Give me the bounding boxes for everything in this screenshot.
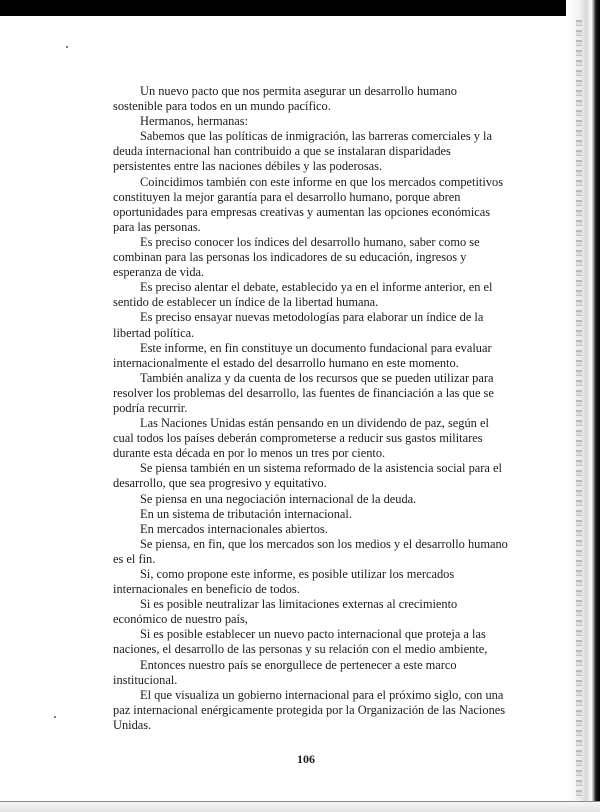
paragraph: Si es posible establecer un nuevo pacto internacional que proteja a las naciones, el desarrollo de las personas y su relación con el medio ambiente, [113, 627, 488, 657]
paragraph: El que visualiza un gobierno internacional para el próximo siglo, con una paz internacional enérgicamente protegida por la Organización de las Naciones Unidas. [113, 687, 506, 732]
scan-speck [54, 716, 56, 718]
paragraph: También analiza y da cuenta de los recursos que se pueden utilizar para resolver los problemas del desarrollo, las fuentes de financiación a las que se podría recurrir. [113, 370, 494, 415]
paragraph: Sabemos que las políticas de inmigración, las barreras comerciales y la deuda internacional han contribuido a que se instalaran disparidades persistentes entre las naciones débiles y las poderosas. [113, 129, 492, 174]
paragraph: Coincidimos también con este informe en que los mercados competitivos constituyen la mejor garantía para el desarrollo humano, porque abren oportunidades para empresas creativas y aumentan las opciones económicas para las personas. [113, 174, 504, 234]
paragraph: Se piensa en una negociación internacional de la deuda. [140, 491, 417, 506]
paragraph: En un sistema de tributación internacional. [140, 506, 352, 521]
paragraph: Entonces nuestro país se enorgullece de pertenecer a este marco institucional. [113, 657, 457, 687]
page-number: 106 [297, 752, 315, 766]
paragraph: Se piensa, en fin, que los mercados son los medios y el desarrollo humano es el fin. [113, 536, 508, 566]
document-body [113, 84, 509, 733]
paragraph: Si, como propone este informe, es posible utilizar los mercados internacionales en beneficio de todos. [113, 567, 455, 597]
scan-speck [66, 46, 68, 48]
paragraph: Es preciso alentar el debate, establecido ya en el informe anterior, en el sentido de establecer un índice de la libertad humana. [113, 280, 493, 310]
paragraph: Es preciso ensayar nuevas metodologías para elaborar un índice de la libertad política. [113, 310, 484, 340]
paragraph: Hermanos, hermanas: [140, 114, 249, 129]
scan-edge-noise [576, 20, 582, 800]
scan-border-right [566, 0, 600, 812]
paragraph: En mercados internacionales abiertos. [140, 521, 328, 536]
paragraph: Es preciso conocer los índices del desarrollo humano, saber como se combinan para las personas los indicadores de su educación, ingresos y esperanza de vida. [113, 234, 480, 280]
paragraph: Si es posible neutralizar las limitaciones externas al crecimiento económico de nuestro país, [113, 597, 458, 627]
scan-border-bottom [0, 801, 600, 812]
paragraph: Las Naciones Unidas están pensando en un dividendo de paz, según el cual todos los países deberán comprometerse a reducir sus gastos militares durante esta década en por lo menos un tres por ciento. [113, 416, 489, 461]
paragraph: Este informe, en fin constituye un documento fundacional para evaluar internacionalmente el estado del desarrollo humano en este momento. [113, 340, 492, 370]
scan-border-top [0, 0, 600, 16]
paragraph: Se piensa también en un sistema reformado de la asistencia social para el desarrollo, que sea progresivo y equitativo. [113, 461, 502, 491]
paragraph: Un nuevo pacto que nos permita asegurar un desarrollo humano sostenible para todos en un mundo pacífico. [113, 84, 457, 114]
